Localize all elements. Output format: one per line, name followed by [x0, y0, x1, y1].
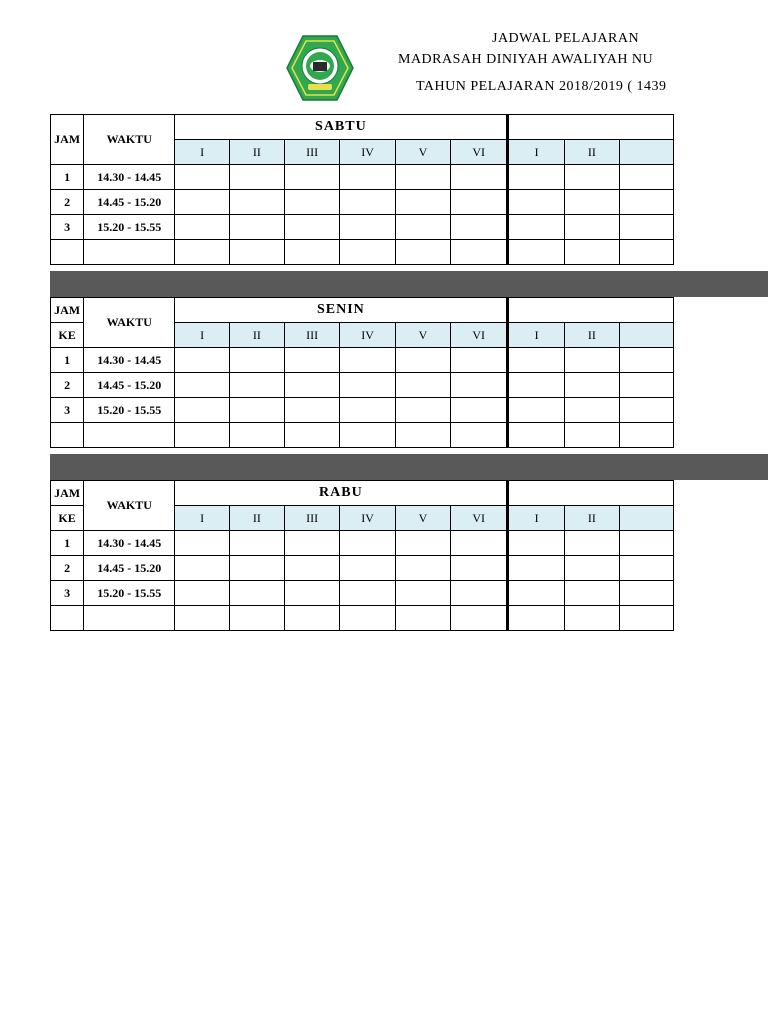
table-row: [51, 190, 674, 215]
day-next: [508, 481, 674, 506]
col-ke: KE: [51, 323, 84, 348]
table-rabu: [50, 480, 674, 631]
class-header: II: [564, 140, 619, 165]
class-header: II: [229, 140, 284, 165]
waktu-cell: 14.45 - 15.20: [84, 190, 175, 215]
class-header: VI: [450, 140, 507, 165]
col-waktu: WAKTU: [84, 481, 175, 531]
class-header: I: [508, 506, 564, 531]
col-waktu: WAKTU: [84, 115, 175, 165]
title-tahun: TAHUN PELAJARAN 2018/2019 ( 1439: [416, 79, 667, 94]
table-sabtu: [50, 114, 674, 265]
class-header: I: [508, 323, 564, 348]
class-header: I: [175, 506, 230, 531]
table-row: [51, 348, 674, 373]
section-separator: [50, 454, 768, 480]
class-header: II: [564, 323, 619, 348]
table-row: [51, 531, 674, 556]
class-header: V: [395, 323, 450, 348]
waktu-cell: 14.45 - 15.20: [84, 556, 175, 581]
table-row: [51, 165, 674, 190]
waktu-cell: 14.30 - 14.45: [84, 165, 175, 190]
waktu-cell: 14.30 - 14.45: [84, 348, 175, 373]
table-row: [51, 240, 674, 265]
col-waktu: WAKTU: [84, 298, 175, 348]
class-header: I: [508, 140, 564, 165]
class-header: II: [229, 323, 284, 348]
jam-cell: 3: [51, 581, 84, 606]
jam-cell: 2: [51, 190, 84, 215]
day-next: [508, 298, 674, 323]
jam-cell: 1: [51, 165, 84, 190]
table-row: [51, 373, 674, 398]
jam-cell: 2: [51, 556, 84, 581]
col-jam: JAM: [51, 298, 84, 323]
waktu-cell: 14.30 - 14.45: [84, 531, 175, 556]
day-sabtu: SABTU: [175, 115, 508, 140]
class-header: VI: [450, 506, 507, 531]
table-row: [51, 215, 674, 240]
jam-cell: 2: [51, 373, 84, 398]
day-next: [508, 115, 674, 140]
class-header: IV: [340, 140, 396, 165]
waktu-cell: 14.45 - 15.20: [84, 373, 175, 398]
jam-cell: 3: [51, 398, 84, 423]
class-header: IV: [340, 506, 396, 531]
table-row: [51, 423, 674, 448]
col-ke: KE: [51, 506, 84, 531]
class-header: V: [395, 506, 450, 531]
col-jam: JAM: [51, 115, 84, 165]
class-header: IV: [340, 323, 396, 348]
class-header: II: [564, 506, 619, 531]
col-jam: JAM: [51, 481, 84, 506]
class-header: III: [284, 506, 339, 531]
day-rabu: RABU: [175, 481, 508, 506]
class-header: I: [175, 140, 230, 165]
class-header: II: [229, 506, 284, 531]
title-madrasah: MADRASAH DINIYAH AWALIYAH NU: [398, 52, 654, 67]
class-header: III: [284, 323, 339, 348]
jam-cell: 1: [51, 531, 84, 556]
table-row: [51, 398, 674, 423]
waktu-cell: 15.20 - 15.55: [84, 398, 175, 423]
class-header: VI: [450, 323, 507, 348]
title-jadwal: JADWAL PELAJARAN: [492, 31, 640, 46]
section-separator: [50, 271, 768, 297]
class-header: I: [175, 323, 230, 348]
jam-cell: 3: [51, 215, 84, 240]
table-row: [51, 606, 674, 631]
day-senin: SENIN: [175, 298, 508, 323]
waktu-cell: 15.20 - 15.55: [84, 581, 175, 606]
table-row: [51, 581, 674, 606]
table-senin: [50, 297, 674, 448]
jam-cell: 1: [51, 348, 84, 373]
class-header: V: [395, 140, 450, 165]
table-row: [51, 556, 674, 581]
class-header: III: [284, 140, 339, 165]
waktu-cell: 15.20 - 15.55: [84, 215, 175, 240]
